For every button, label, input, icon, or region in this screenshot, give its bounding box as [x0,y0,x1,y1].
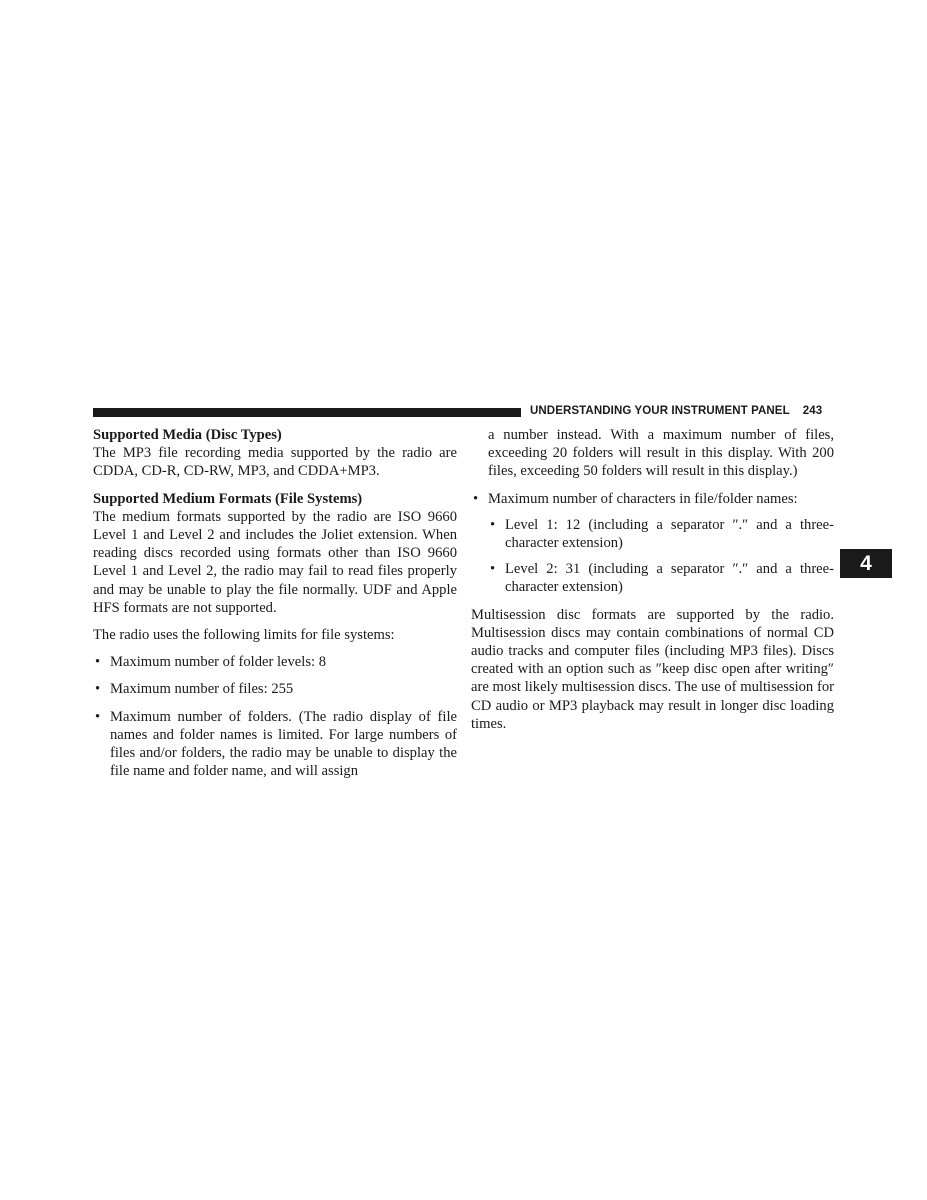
right-column [471,426,834,742]
heading-supported-media: Supported Media (Disc Types) [93,427,282,443]
list-item-text: Maximum number of characters in file/folder names: [488,490,798,507]
section-title: UNDERSTANDING YOUR INSTRUMENT PANEL [530,405,790,417]
paragraph-multisession: Multisession disc formats are supported by the radio. Multisession discs may contain combinations of normal CD audio tracks and computer files (including MP3 files). Discs created with an option such as ″keep disc open after writing″ are most likely multisession discs. The use of multisession for CD audio or MP3 playback may result in longer disc loading times. [471,606,834,732]
list-item: • Maximum number of files: 255 [93,680,457,698]
list-item-continuation: a number instead. With a maximum number of files, exceeding 20 folders will result in this display. With 200 files, exceeding 50 folders will result in this display.) [488,427,834,480]
sub-list-item: • Level 1: 12 (including a separator ″.″ and a three-character extension) [488,516,834,552]
paragraph-supported-media: The MP3 file recording media supported by the radio are CDDA, CD-R, CD-RW, MP3, and CDDA+MP3. [93,445,457,480]
running-header [530,405,822,417]
heading-supported-formats: Supported Medium Formats (File Systems) [93,490,363,507]
limits-list [93,653,457,780]
limits-list-continued [471,490,834,597]
header-rule [93,408,521,417]
paragraph-limits-intro: The radio uses the following limits for file systems: [93,627,395,644]
page-number: 243 [802,405,823,417]
sub-list [488,516,834,597]
list-item: • Maximum number of folder levels: 8 [93,653,457,671]
left-column [93,426,457,789]
paragraph-supported-formats: The medium formats supported by the radio are ISO 9660 Level 1 and Level 2 and includes the Joliet extension. When reading discs recorded using formats other than ISO 9660 Level 1 and Level 2, the radio may fail to read files properly and may be unable to play the file normally. UDF and Apple HFS formats are not supported. [93,508,457,616]
chapter-tab: 4 [840,549,892,578]
list-item: • Maximum number of folders. (The radio display of file names and folder names is limited. For large numbers of files and/or folders, the radio may be unable to display the file name and folder name, and will assign [93,708,457,781]
list-item-characters [471,490,834,597]
sub-list-item: • Level 2: 31 (including a separator ″.″ and a three-character extension) [488,560,834,596]
